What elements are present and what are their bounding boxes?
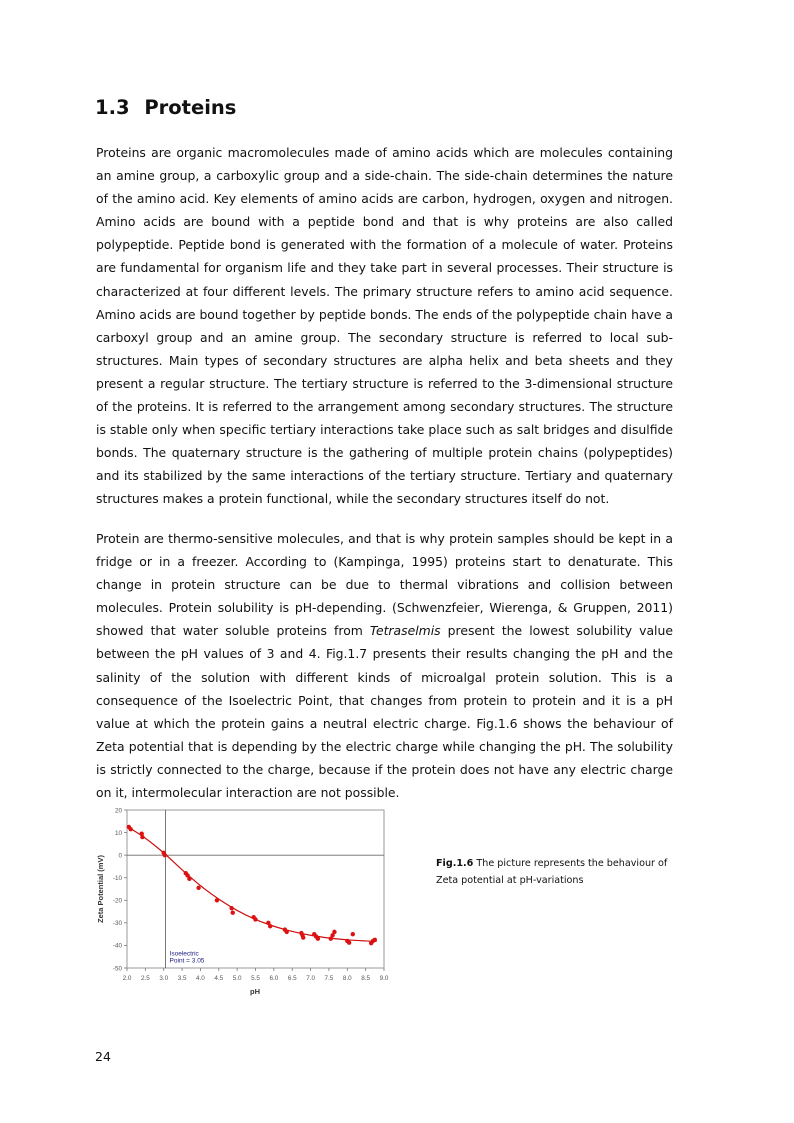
data-point [128, 827, 132, 831]
data-point [332, 930, 336, 934]
paragraph-2 [96, 527, 673, 804]
x-tick-label: 2.5 [140, 975, 150, 982]
x-tick-label: 8.5 [361, 975, 371, 982]
x-tick-label: 4.0 [196, 975, 205, 982]
x-tick-label: 2.0 [122, 975, 132, 982]
data-point [187, 877, 191, 881]
figure-caption-text: The picture represents the behaviour of Zeta potential at pH-variations [436, 858, 668, 886]
data-point [268, 924, 272, 928]
data-point [140, 835, 144, 839]
x-tick-label: 5.5 [251, 975, 260, 982]
zeta-potential-chart [94, 804, 394, 1002]
section-heading [95, 96, 236, 119]
data-point [229, 906, 233, 910]
x-tick-label: 9.0 [379, 975, 389, 982]
y-tick-label: 20 [114, 807, 122, 815]
page-number: 24 [95, 1049, 111, 1064]
data-point [347, 941, 351, 945]
data-point [231, 911, 235, 915]
paragraph-2-part-1: Protein are thermo-sensitive molecules, and that is why protein samples should be kept in a fridge or in a freezer. According to (Kampinga, 1995) proteins start to denaturate. This change in protein structure can be due to thermal vibrations and collision between molecules. Protein solubility is pH-depending. (Schwenzfeier, Wierenga, & Gruppen, 2011) showed that water soluble proteins from [96, 531, 673, 639]
data-point [163, 853, 167, 857]
data-point [316, 936, 320, 940]
species-name: Tetraselmis [369, 623, 441, 639]
figure-caption [436, 855, 686, 889]
data-point [373, 938, 377, 942]
figure-label: Fig.1.6 [436, 858, 474, 869]
section-number: 1.3 [95, 96, 130, 119]
isoelectric-label-line-1: Isoelectric [169, 950, 199, 958]
x-tick-label: 3.0 [159, 975, 169, 982]
data-point [285, 930, 289, 934]
x-tick-label: 4.5 [214, 975, 224, 982]
x-tick-label: 5.0 [232, 975, 242, 982]
paragraph-2-part-2: present the lowest solubility value between the pH values of 3 and 4. Fig.1.7 presents their results changing the pH and the salinity of the solution with different kinds of microalgal protein solution. This is a consequence of the Isoelectric Point, that changes from protein to protein and it is a pH value at which the protein gains a neutral electric charge. Fig.1.6 shows the behaviour of Zeta potential that is depending by the electric charge while changing the pH. The solubility is strictly connected to the charge, because if the protein does not have any electric charge on it, intermolecular interaction are not possible. [96, 623, 673, 801]
x-tick-label: 7.5 [324, 975, 334, 982]
y-tick-label: -30 [112, 920, 122, 928]
data-point [215, 898, 219, 902]
x-tick-label: 3.5 [177, 975, 187, 982]
isoelectric-label-line-2: Point = 3.05 [169, 957, 205, 965]
data-point [253, 917, 257, 921]
x-tick-label: 7.0 [306, 975, 315, 982]
data-point [196, 886, 200, 890]
x-tick-label: 8.0 [342, 975, 352, 982]
x-axis-label: pH [250, 987, 260, 996]
paragraph-1: Proteins are organic macromolecules made of amino acids which are molecules containing an amine group, a carboxylic group and a side-chain. The side-chain determines the nature of the amino acid. Key elements of amino acids are carbon, hydrogen, oxygen and nitrogen. Amino acids are bound with a peptide bond and that is why proteins are also called polypeptide. Peptide bond is generated with the formation of a molecule of water. Proteins are fundamental for organism life and they take part in several processes. Their structure is characterized at four different levels. The primary structure refers to amino acid sequence. Amino acids are bound together by peptide bonds. The ends of the polypeptide chain have a carboxyl group and an amine group. The secondary structure is referred to local sub-structures. Main types of secondary structures are alpha helix and beta sheets and they present a regular structure. The tertiary structure is referred to the 3-dimensional structure of the proteins. It is referred to the arrangement among secondary structures. The structure is stable only when specific tertiary interactions take place such as salt bridges and disulfide bonds. The quaternary structure is the gathering of multiple protein chains (polypeptides) and its stabilized by the same interactions of the tertiary structure. Tertiary and quaternary structures makes a protein functional, while the secondary structures itself do not. [96, 145, 674, 507]
y-tick-label: -20 [112, 897, 122, 905]
y-tick-label: 0 [118, 852, 122, 860]
data-point [351, 932, 355, 936]
y-tick-label: -50 [112, 965, 122, 973]
data-point [301, 935, 305, 939]
section-title: Proteins [144, 96, 237, 119]
y-tick-label: -40 [112, 942, 122, 950]
x-tick-label: 6.0 [269, 975, 279, 982]
x-tick-label: 6.5 [287, 975, 297, 982]
y-axis-label: Zeta Potential (mV) [96, 855, 105, 923]
y-tick-label: 10 [114, 829, 122, 837]
y-tick-label: -10 [112, 875, 122, 883]
